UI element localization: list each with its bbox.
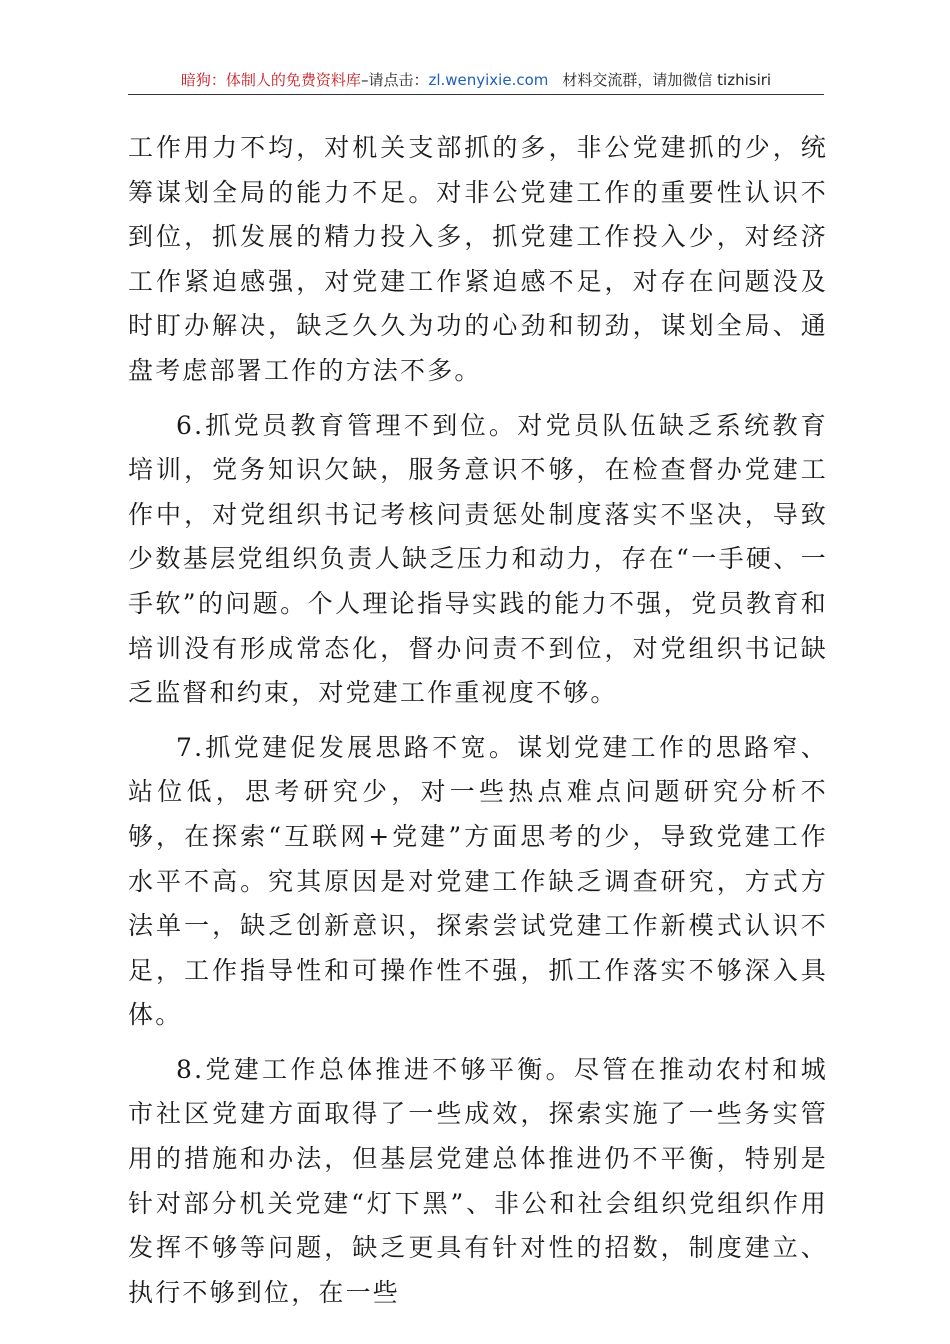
paragraph-item-7: 7.抓党建促发展思路不宽。谋划党建工作的思路窄、站位低，思考研究少，对一些热点难点问题研究分析不够，在探索“互联网+党建”方面思考的少，导致党建工作水平不高。究其原因是对党建工作缺乏调查研究，方式方法单一，缺乏创新意识，探索尝试党建工作新模式认识不足，工作指导性和可操作性不强，抓工作落实不够深入具体。	[128, 732, 828, 1030]
header-group-note: 材料交流群，请加微信 tizhisiri	[562, 71, 772, 89]
header-url-link[interactable]: zl.wenyixie.com	[428, 71, 549, 89]
paragraph-item-8: 8.党建工作总体推进不够平衡。尽管在推动农村和城市社区党建方面取得了一些成效，探索实施了一些务实管用的措施和办法，但基层党建总体推进仍不平衡，特别是针对部分机关党建“灯下黑”、非公和社会组织党组织作用发挥不够等问题，缺乏更具有针对性的招数，制度建立、执行不够到位，在一些	[128, 1054, 828, 1307]
header-click-prefix: –请点击：	[360, 71, 429, 89]
page-header	[128, 70, 824, 95]
header-brand: 暗狗：体制人的免费资料库	[180, 71, 361, 89]
paragraph-continued: 工作用力不均，对机关支部抓的多，非公党建抓的少，统筹谋划全局的能力不足。对非公党建工作的重要性认识不到位，抓发展的精力投入多，抓党建工作投入少，对经济工作紧迫感强，对党建工作紧迫感不足，对存在问题没及时盯办解决，缺乏久久为功的心劲和韧劲，谋划全局、通盘考虑部署工作的方法不多。	[128, 133, 828, 385]
paragraph-item-6: 6.抓党员教育管理不到位。对党员队伍缺乏系统教育培训，党务知识欠缺，服务意识不够，在检查督办党建工作中，对党组织书记考核问责惩处制度落实不坚决，导致少数基层党组织负责人缺乏压力和动力，存在“一手硬、一手软”的问题。个人理论指导实践的能力不强，党员教育和培训没有形成常态化，督办问责不到位，对党组织书记缺乏监督和约束，对党建工作重视度不够。	[128, 410, 828, 708]
document-body	[128, 126, 828, 1325]
